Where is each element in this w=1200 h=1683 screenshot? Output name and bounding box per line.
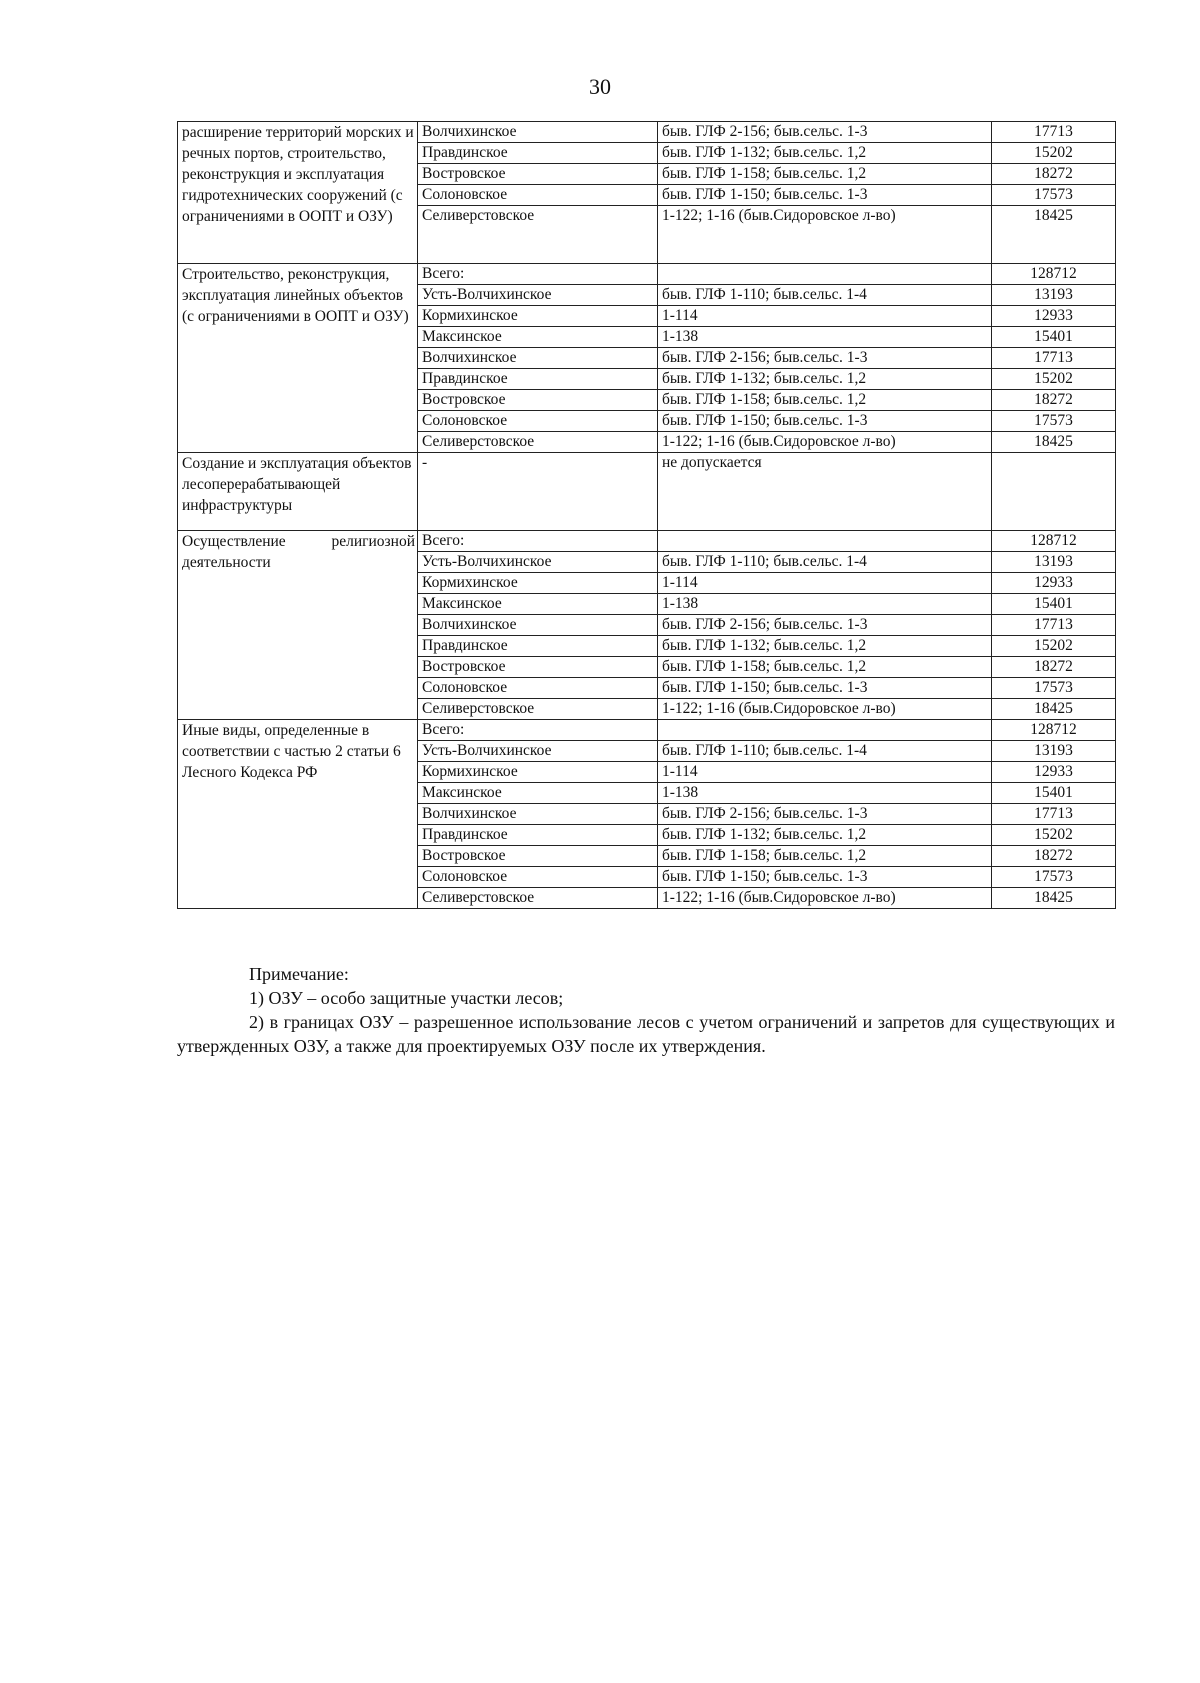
quarters-cell: 1-114: [658, 573, 992, 594]
area-cell: 128712: [992, 531, 1116, 552]
purpose-cell: расширение территорий морских и речных портов, строительство, реконструкция и эксплуатация гидротехнических сооружений (с ограничениями в ООПТ и ОЗУ): [178, 122, 418, 264]
area-cell: 15401: [992, 327, 1116, 348]
district-cell: Селиверстовское: [418, 206, 658, 264]
district-cell: Кормихинское: [418, 762, 658, 783]
quarters-cell: быв. ГЛФ 1-158; быв.сельс. 1,2: [658, 164, 992, 185]
district-cell: Востровское: [418, 390, 658, 411]
notes-section: [177, 962, 1115, 1058]
purpose-cell: Строительство, реконструкция, эксплуатация линейных объектов (с ограничениями в ООПТ и ОЗУ): [178, 264, 418, 453]
district-cell: Максинское: [418, 594, 658, 615]
quarters-cell: быв. ГЛФ 1-158; быв.сельс. 1,2: [658, 390, 992, 411]
area-cell: 17713: [992, 804, 1116, 825]
area-cell: 18425: [992, 699, 1116, 720]
quarters-cell: быв. ГЛФ 1-132; быв.сельс. 1,2: [658, 636, 992, 657]
area-cell: 18272: [992, 846, 1116, 867]
area-cell: 128712: [992, 264, 1116, 285]
area-cell: 17573: [992, 678, 1116, 699]
quarters-cell: быв. ГЛФ 2-156; быв.сельс. 1-3: [658, 122, 992, 143]
district-cell: Правдинское: [418, 143, 658, 164]
district-cell: Востровское: [418, 657, 658, 678]
district-cell: Селиверстовское: [418, 432, 658, 453]
area-cell: 18272: [992, 164, 1116, 185]
district-cell: Селиверстовское: [418, 699, 658, 720]
quarters-cell: быв. ГЛФ 1-150; быв.сельс. 1-3: [658, 411, 992, 432]
area-cell: 15401: [992, 594, 1116, 615]
quarters-cell: быв. ГЛФ 1-132; быв.сельс. 1,2: [658, 825, 992, 846]
district-cell: Солоновское: [418, 411, 658, 432]
area-cell: 18272: [992, 657, 1116, 678]
forest-use-table: [177, 121, 1116, 909]
quarters-cell: быв. ГЛФ 1-150; быв.сельс. 1-3: [658, 867, 992, 888]
table-row: [178, 122, 1116, 143]
district-cell: Кормихинское: [418, 573, 658, 594]
district-cell: Усть-Волчихинское: [418, 552, 658, 573]
area-cell: 12933: [992, 306, 1116, 327]
area-cell: 15202: [992, 369, 1116, 390]
area-cell: 17573: [992, 411, 1116, 432]
area-cell: 13193: [992, 285, 1116, 306]
area-cell: 15401: [992, 783, 1116, 804]
area-cell: 15202: [992, 636, 1116, 657]
area-cell: 18272: [992, 390, 1116, 411]
district-cell: Востровское: [418, 164, 658, 185]
quarters-cell: быв. ГЛФ 1-132; быв.сельс. 1,2: [658, 143, 992, 164]
quarters-cell: 1-138: [658, 594, 992, 615]
area-cell: 13193: [992, 741, 1116, 762]
quarters-cell: 1-122; 1-16 (быв.Сидоровское л-во): [658, 206, 992, 264]
quarters-cell: 1-122; 1-16 (быв.Сидоровское л-во): [658, 888, 992, 909]
district-cell: Всего:: [418, 531, 658, 552]
area-cell: [992, 453, 1116, 531]
district-cell: Солоновское: [418, 678, 658, 699]
district-cell: Максинское: [418, 327, 658, 348]
quarters-cell: не допускается: [658, 453, 992, 531]
quarters-cell: быв. ГЛФ 2-156; быв.сельс. 1-3: [658, 804, 992, 825]
table-row: [178, 531, 1116, 552]
area-cell: 17713: [992, 122, 1116, 143]
quarters-cell: 1-114: [658, 762, 992, 783]
quarters-cell: быв. ГЛФ 1-150; быв.сельс. 1-3: [658, 185, 992, 206]
district-cell: Востровское: [418, 846, 658, 867]
quarters-cell: быв. ГЛФ 1-158; быв.сельс. 1,2: [658, 657, 992, 678]
district-cell: Солоновское: [418, 867, 658, 888]
notes-heading: Примечание:: [249, 964, 349, 984]
district-cell: Волчихинское: [418, 804, 658, 825]
district-cell: Всего:: [418, 264, 658, 285]
quarters-cell: 1-114: [658, 306, 992, 327]
purpose-cell: Иные виды, определенные в соответствии с частью 2 статьи 6 Лесного Кодекса РФ: [178, 720, 418, 909]
area-cell: 17713: [992, 615, 1116, 636]
district-cell: Солоновское: [418, 185, 658, 206]
quarters-cell: [658, 531, 992, 552]
district-cell: Волчихинское: [418, 122, 658, 143]
area-cell: 15202: [992, 143, 1116, 164]
area-cell: 128712: [992, 720, 1116, 741]
table-row: [178, 264, 1116, 285]
area-cell: 17573: [992, 867, 1116, 888]
area-cell: 18425: [992, 888, 1116, 909]
district-cell: Максинское: [418, 783, 658, 804]
note-item: 2) в границах ОЗУ – разрешенное использование лесов с учетом ограничений и запретов для существующих и утвержденных ОЗУ, а также для проектируемых ОЗУ после их утверждения.: [177, 1012, 1115, 1056]
district-cell: Усть-Волчихинское: [418, 741, 658, 762]
quarters-cell: быв. ГЛФ 1-150; быв.сельс. 1-3: [658, 678, 992, 699]
quarters-cell: быв. ГЛФ 1-110; быв.сельс. 1-4: [658, 741, 992, 762]
area-cell: 15202: [992, 825, 1116, 846]
page-number: 30: [589, 74, 611, 99]
district-cell: Правдинское: [418, 825, 658, 846]
district-cell: Правдинское: [418, 369, 658, 390]
area-cell: 12933: [992, 762, 1116, 783]
district-cell: Усть-Волчихинское: [418, 285, 658, 306]
table-row: [178, 720, 1116, 741]
quarters-cell: 1-138: [658, 327, 992, 348]
area-cell: 17713: [992, 348, 1116, 369]
quarters-cell: быв. ГЛФ 1-110; быв.сельс. 1-4: [658, 552, 992, 573]
district-cell: Волчихинское: [418, 348, 658, 369]
area-cell: 17573: [992, 185, 1116, 206]
area-cell: 18425: [992, 206, 1116, 264]
quarters-cell: [658, 264, 992, 285]
quarters-cell: быв. ГЛФ 2-156; быв.сельс. 1-3: [658, 615, 992, 636]
quarters-cell: быв. ГЛФ 1-132; быв.сельс. 1,2: [658, 369, 992, 390]
district-cell: Кормихинское: [418, 306, 658, 327]
quarters-cell: [658, 720, 992, 741]
note-item: 1) ОЗУ – особо защитные участки лесов;: [249, 988, 564, 1008]
quarters-cell: 1-138: [658, 783, 992, 804]
quarters-cell: быв. ГЛФ 1-158; быв.сельс. 1,2: [658, 846, 992, 867]
district-cell: Волчихинское: [418, 615, 658, 636]
table-body: [178, 122, 1116, 909]
purpose-cell: Создание и эксплуатация объектов лесоперерабатывающей инфраструктуры: [178, 453, 418, 531]
area-cell: 18425: [992, 432, 1116, 453]
district-cell: Правдинское: [418, 636, 658, 657]
district-cell: -: [418, 453, 658, 531]
district-cell: Всего:: [418, 720, 658, 741]
area-cell: 13193: [992, 552, 1116, 573]
district-cell: Селиверстовское: [418, 888, 658, 909]
table-row: [178, 453, 1116, 531]
area-cell: 12933: [992, 573, 1116, 594]
quarters-cell: 1-122; 1-16 (быв.Сидоровское л-во): [658, 432, 992, 453]
quarters-cell: быв. ГЛФ 2-156; быв.сельс. 1-3: [658, 348, 992, 369]
purpose-cell: Осуществление религиозной деятельности: [178, 531, 418, 720]
quarters-cell: быв. ГЛФ 1-110; быв.сельс. 1-4: [658, 285, 992, 306]
quarters-cell: 1-122; 1-16 (быв.Сидоровское л-во): [658, 699, 992, 720]
